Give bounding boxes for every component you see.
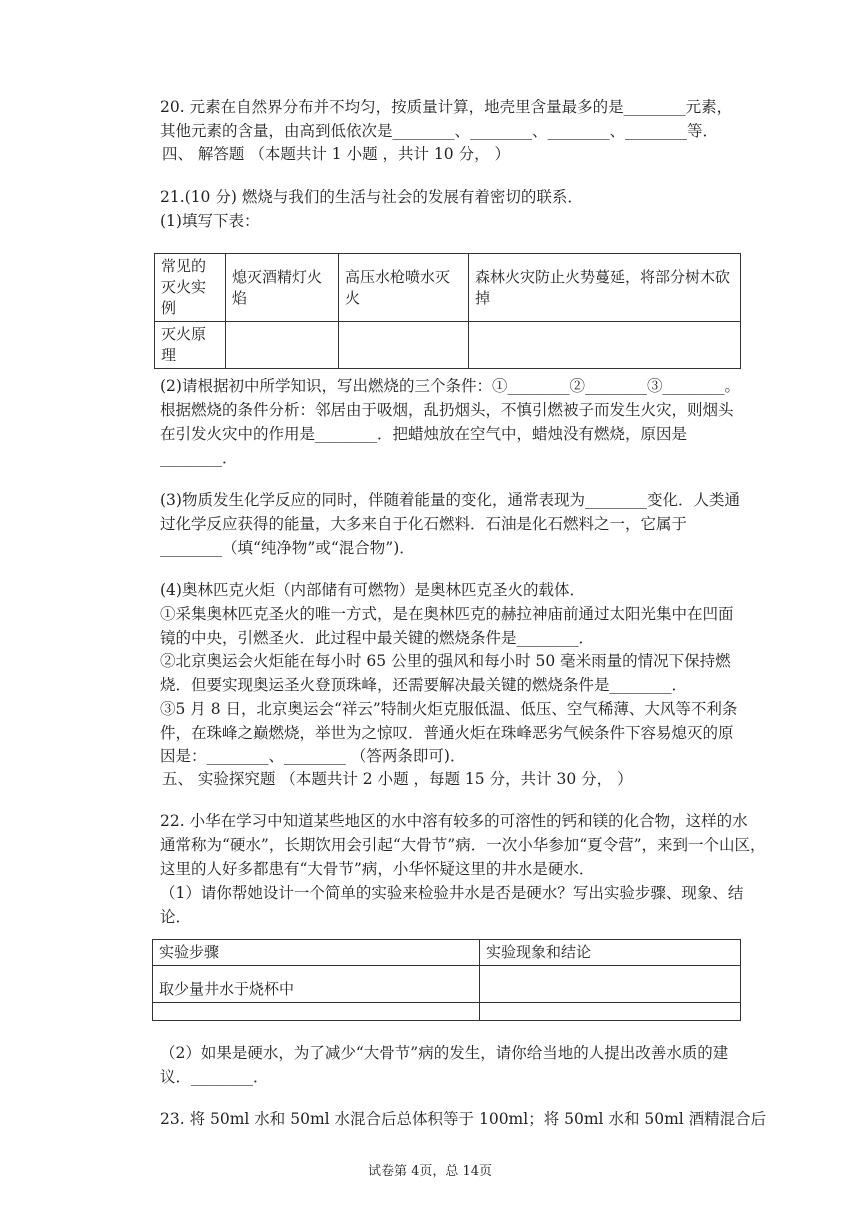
q21-part4-line-7: 件，在珠峰之巅燃烧，举世为之惊叹．普通火炬在珠峰恶劣气候条件下容易熄灭的原 [160,724,734,742]
q20-line-2: 其他元素的含量，由高到低依次是________、________、________、________等． [160,122,719,140]
table2-header-results: 实验现象和结论 [480,940,741,966]
hard-water-experiment-table [152,939,741,1021]
table1-header-examples: 常见的灭火实例 [155,254,226,322]
table2-result-1[interactable] [480,966,741,1003]
table1-answer-1[interactable] [226,322,339,369]
q20-line-1: 20. 元素在自然界分布并不均匀，按质量计算，地壳里含量最多的是________元素， [160,98,733,116]
table1-cell-water-cannon: 高压水枪喷水灭火 [339,254,469,322]
q22-line-3: 这里的人好多都患有“大骨节”病，小华怀疑这里的井水是硬水． [160,860,595,878]
q21-part2-line-1: (2)请根据初中所学知识，写出燃烧的三个条件：①________②________③________。 [160,377,740,395]
q22-line-5: 论． [160,908,192,926]
q21-part4-line-6: ③5 月 8 日，北京奥运会“祥云”特制火炬克服低温、低压、空气稀薄、大风等不利条 [160,700,738,718]
page-footer: 试卷第 4页，总 14页 [367,1164,493,1179]
q21-part4-line-2: ①采集奥林匹克圣火的唯一方式，是在奥林匹克的赫拉神庙前通过太阳光集中在凹面 [160,605,734,623]
q21-part3-line-2: 过化学反应获得的能量，大多来自于化石燃料．石油是化石燃料之一，它属于 [160,515,688,533]
q21-part2-line-3: 在引发火灾中的作用是________．把蜡烛放在空气中，蜡烛没有燃烧，原因是 [160,425,688,443]
q23-line-1: 23. 将 50ml 水和 50ml 水混合后总体积等于 100ml；将 50ml 水和 50ml 酒精混合后 [160,1110,767,1128]
table2-step-2[interactable] [153,1003,480,1021]
q21-part4-line-1: (4)奥林匹克火炬（内部储有可燃物）是奥林匹克圣火的载体． [160,581,585,599]
q22-line-4: （1）请你帮她设计一个简单的实验来检验井水是否是硬水？写出实验步骤、现象、结 [160,884,744,902]
table1-cell-alcohol-lamp: 熄灭酒精灯火焰 [226,254,339,322]
fire-extinguishing-table [154,253,741,369]
q22-line-2: 通常称为“硬水”，长期饮用会引起“大骨节”病．一次小华参加“夏令营”，来到一个山区， [160,836,766,854]
q21-part4-line-5: 烧．但要实现奥运圣火登顶珠峰，还需要解决最关键的燃烧条件是________． [160,676,688,694]
q22-line-1: 22. 小华在学习中知道某些地区的水中溶有较多的可溶性的钙和镁的化合物，这样的水 [160,812,748,830]
section-5-heading: 五、 实验探究题 （本题共计 2 小题 ，每题 15 分，共计 30 分， ） [162,770,633,788]
q21-part4-line-4: ②北京奥运会火炬能在每小时 65 公里的强风和每小时 50 毫米雨量的情况下保持燃 [160,652,731,670]
table2-result-2[interactable] [480,1003,741,1021]
q21-line-2: (1)填写下表： [160,212,260,230]
q21-part3-line-3: ________（填“纯净物”或“混合物”)． [160,539,415,557]
table1-answer-3[interactable] [469,322,741,369]
q21-part2-line-2: 根据燃烧的条件分析：邻居由于吸烟，乱扔烟头，不慎引燃被子而发生火灾，则烟头 [160,401,734,419]
q21-part2-line-4: ________． [160,449,238,467]
table2-step-1: 取少量井水于烧杯中 [153,966,480,1003]
q21-part3-line-1: (3)物质发生化学反应的同时，伴随着能量的变化，通常表现为________变化．人类通 [160,491,740,509]
table1-cell-forest-fire: 森林火灾防止火势蔓延，将部分树木砍掉 [469,254,741,322]
q21-line-1: 21.(10 分) 燃烧与我们的生活与社会的发展有着密切的联系． [160,188,583,206]
table1-header-principle: 灭火原理 [155,322,226,369]
q22-part2-line-2: 议．________． [160,1068,269,1086]
q22-part2-line-1: （2）如果是硬水，为了减少“大骨节”病的发生，请你给当地的人提出改善水质的建 [160,1044,729,1062]
section-4-heading: 四、 解答题 （本题共计 1 小题 ，共计 10 分， ） [162,145,511,163]
q21-part4-line-3: 镜的中央，引燃圣火．此过程中最关键的燃烧条件是________． [160,629,595,647]
table2-header-steps: 实验步骤 [153,940,480,966]
q21-part4-line-8: 因是：________、________ （答两条即可)． [160,747,466,765]
table1-answer-2[interactable] [339,322,469,369]
